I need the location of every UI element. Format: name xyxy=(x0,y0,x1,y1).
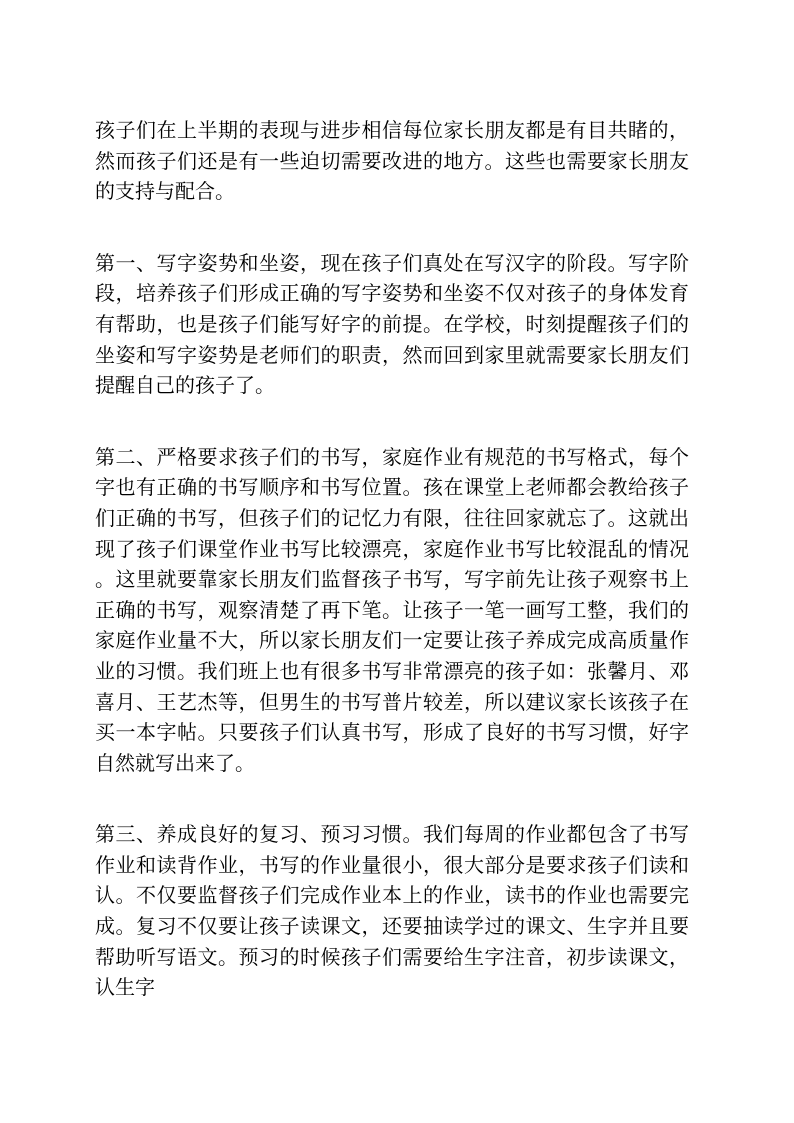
paragraph-handwriting: 第二、严格要求孩子们的书写，家庭作业有规范的书写格式，每个字也有正确的书写顺序和书写位置。孩在课堂上老师都会教给孩子们正确的书写，但孩子们的记忆力有限，往往回家就忘了。这就出现了孩子们课堂作业书写比较漂亮，家庭作业书写比较混乱的情况。这里就要靠家长朋友们监督孩子书写，写字前先让孩子观察书上正确的书写，观察清楚了再下笔。让孩子一笔一画写工整，我们的家庭作业量不大，所以家长朋友们一定要让孩子养成完成高质量作业的习惯。我们班上也有很多书写非常漂亮的孩子如：张馨月、邓喜月、王艺杰等，但男生的书写普片较差，所以建议家长该孩子在买一本字帖。只要孩子们认真书写，形成了良好的书写习惯，好字自然就写出来了。 xyxy=(95,444,689,775)
document-body xyxy=(95,115,689,1003)
paragraph-intro: 孩子们在上半期的表现与进步相信每位家长朋友都是有目共睹的，然而孩子们还是有一些迫切需要改进的地方。这些也需要家长朋友的支持与配合。 xyxy=(95,118,689,204)
paragraph-review-preview: 第三、养成良好的复习、预习习惯。我们每周的作业都包含了书写作业和读背作业，书写的作业量很小，很大部分是要求孩子们读和认。不仅要监督孩子们完成作业本上的作业，读书的作业也需要完成。复习不仅要让孩子读课文，还要抽读学过的课文、生字并且要帮助听写语文。预习的时候孩子们需要给生字注音，初步读课文，认生字 xyxy=(95,822,689,1000)
paragraph-writing-posture: 第一、写字姿势和坐姿，现在孩子们真处在写汉字的阶段。写字阶段，培养孩子们形成正确的写字姿势和坐姿不仅对孩子的身体发育有帮助，也是孩子们能写好字的前提。在学校，时刻提醒孩子们的坐姿和写字姿势是老师们的职责，然而回到家里就需要家长朋友们提醒自己的孩子了。 xyxy=(95,250,689,398)
